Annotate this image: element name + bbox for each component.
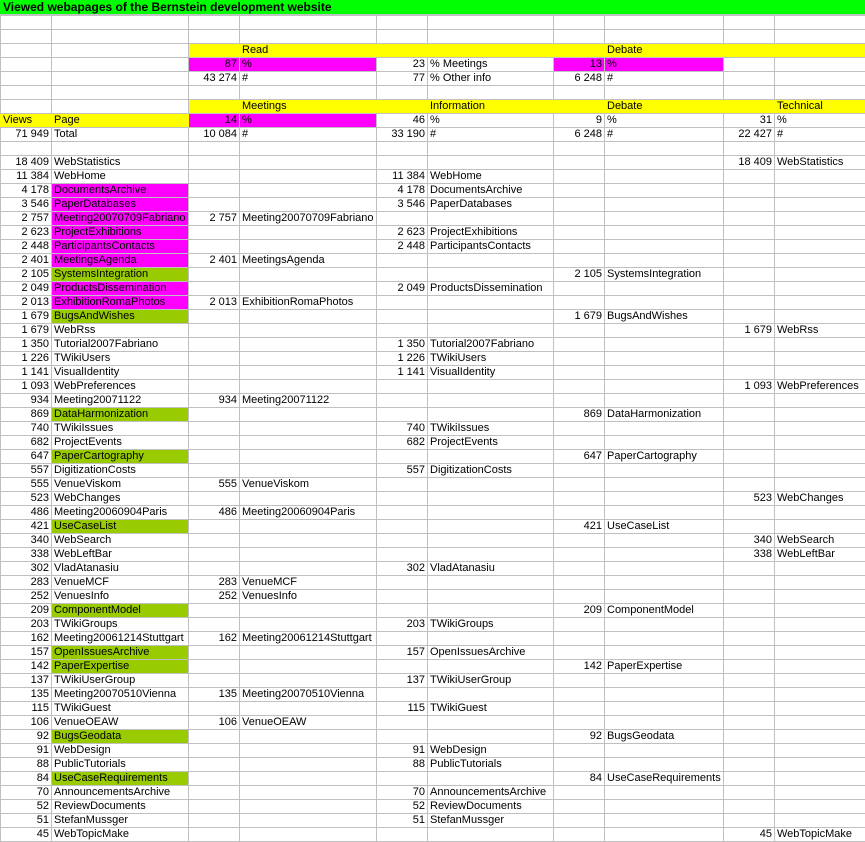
table-row xyxy=(1,464,865,478)
page-cell[interactable]: DigitizationCosts xyxy=(52,464,189,478)
table-row xyxy=(1,240,865,254)
views-cell[interactable]: 115 xyxy=(1,702,52,716)
information-page-cell[interactable]: AnnouncementsArchive xyxy=(428,786,554,800)
information-views-cell[interactable]: 302 xyxy=(377,562,428,576)
information-views-cell[interactable]: 2 623 xyxy=(377,226,428,240)
information-page-cell[interactable]: OpenIssuesArchive xyxy=(428,646,554,660)
information-views-cell[interactable]: 88 xyxy=(377,758,428,772)
technical-views-cell[interactable]: 45 xyxy=(724,828,775,842)
technical-views-cell[interactable]: 340 xyxy=(724,534,775,548)
category-header-row xyxy=(1,100,865,114)
technical-page-cell[interactable]: WebPreferences xyxy=(775,380,865,394)
page-cell[interactable]: OpenIssuesArchive xyxy=(52,646,189,660)
page-cell[interactable]: TWikiUsers xyxy=(52,352,189,366)
page-cell[interactable]: PaperDatabases xyxy=(52,198,189,212)
page-cell[interactable]: WebHome xyxy=(52,170,189,184)
page-cell[interactable]: VisualIdentity xyxy=(52,366,189,380)
views-cell[interactable]: 70 xyxy=(1,786,52,800)
views-cell[interactable]: 2 623 xyxy=(1,226,52,240)
information-page-cell[interactable]: WebHome xyxy=(428,170,554,184)
table-row xyxy=(1,436,865,450)
table-row xyxy=(1,548,865,562)
views-cell[interactable]: 2 049 xyxy=(1,282,52,296)
empty-row xyxy=(1,16,865,30)
views-cell[interactable]: 1 679 xyxy=(1,324,52,338)
page-cell[interactable]: Meeting20071122 xyxy=(52,394,189,408)
debate-page-cell[interactable]: DataHarmonization xyxy=(605,408,724,422)
information-pct[interactable]: 46 xyxy=(377,114,428,128)
views-cell[interactable]: 1 093 xyxy=(1,380,52,394)
page-cell[interactable]: Meeting20061214Stuttgart xyxy=(52,632,189,646)
table-row xyxy=(1,212,865,226)
views-cell[interactable]: 2 448 xyxy=(1,240,52,254)
meetings-views-cell[interactable]: 486 xyxy=(189,506,240,520)
debate-views-cell[interactable]: 142 xyxy=(554,660,605,674)
table-row xyxy=(1,814,865,828)
views-cell[interactable]: 106 xyxy=(1,716,52,730)
views-cell[interactable]: 283 xyxy=(1,576,52,590)
information-page-cell[interactable]: PaperDatabases xyxy=(428,198,554,212)
information-views-cell[interactable]: 137 xyxy=(377,674,428,688)
views-cell[interactable]: 45 xyxy=(1,828,52,842)
meetings-page-cell[interactable]: VenueViskom xyxy=(240,478,377,492)
information-page-cell[interactable]: TWikiUsers xyxy=(428,352,554,366)
spreadsheet-grid xyxy=(0,15,865,842)
page-cell[interactable]: WebChanges xyxy=(52,492,189,506)
total-row: 71 949 Total 10 084 # 33 190 # 6 248 # 22 427 # xyxy=(1,128,865,142)
debate-summary-header[interactable]: Debate xyxy=(605,44,724,58)
table-row xyxy=(1,590,865,604)
table-row xyxy=(1,758,865,772)
information-views-cell[interactable]: 52 xyxy=(377,800,428,814)
views-cell[interactable]: 52 xyxy=(1,800,52,814)
information-views-cell[interactable]: 11 384 xyxy=(377,170,428,184)
debate-pct[interactable]: 13 xyxy=(554,58,605,72)
table-row xyxy=(1,744,865,758)
table-row xyxy=(1,226,865,240)
views-header[interactable]: Views xyxy=(1,114,52,128)
technical-views-cell[interactable]: 523 xyxy=(724,492,775,506)
meetings-views-cell[interactable]: 135 xyxy=(189,688,240,702)
information-page-cell[interactable]: ProjectExhibitions xyxy=(428,226,554,240)
page-cell[interactable]: WebSearch xyxy=(52,534,189,548)
table-row xyxy=(1,632,865,646)
page-cell[interactable]: Tutorial2007Fabriano xyxy=(52,338,189,352)
technical-page-cell[interactable]: WebChanges xyxy=(775,492,865,506)
views-cell[interactable]: 338 xyxy=(1,548,52,562)
debate-views-cell[interactable]: 1 679 xyxy=(554,310,605,324)
table-row xyxy=(1,254,865,268)
table-row xyxy=(1,674,865,688)
debate-page-cell[interactable]: PaperCartography xyxy=(605,450,724,464)
technical-page-cell[interactable]: WebLeftBar xyxy=(775,548,865,562)
empty-row xyxy=(1,30,865,44)
views-cell[interactable]: 2 401 xyxy=(1,254,52,268)
views-cell[interactable]: 934 xyxy=(1,394,52,408)
page-cell[interactable]: VenueOEAW xyxy=(52,716,189,730)
page-cell[interactable]: ParticipantsContacts xyxy=(52,240,189,254)
information-views-cell[interactable]: 4 178 xyxy=(377,184,428,198)
page-cell[interactable]: VenueMCF xyxy=(52,576,189,590)
table-row xyxy=(1,380,865,394)
information-views-cell[interactable]: 157 xyxy=(377,646,428,660)
page-cell[interactable]: ProjectEvents xyxy=(52,436,189,450)
meetings-page-cell[interactable]: Meeting20070709Fabriano xyxy=(240,212,377,226)
read-count[interactable]: 43 274 xyxy=(189,72,240,86)
page-cell[interactable]: TWikiGuest xyxy=(52,702,189,716)
table-row xyxy=(1,450,865,464)
information-views-cell[interactable]: 70 xyxy=(377,786,428,800)
debate-views-cell[interactable]: 84 xyxy=(554,772,605,786)
table-row xyxy=(1,198,865,212)
technical-views-cell[interactable]: 338 xyxy=(724,548,775,562)
page-cell[interactable]: WebPreferences xyxy=(52,380,189,394)
meetings-share[interactable]: 23 xyxy=(377,58,428,72)
debate-pct-cat[interactable]: 9 xyxy=(554,114,605,128)
meetings-pct[interactable]: 14 xyxy=(189,114,240,128)
empty-row xyxy=(1,86,865,100)
information-page-cell[interactable]: VisualIdentity xyxy=(428,366,554,380)
debate-views-cell[interactable]: 869 xyxy=(554,408,605,422)
technical-page-cell[interactable]: WebRss xyxy=(775,324,865,338)
information-views-cell[interactable]: 115 xyxy=(377,702,428,716)
views-cell[interactable]: 18 409 xyxy=(1,156,52,170)
views-cell[interactable]: 523 xyxy=(1,492,52,506)
views-cell[interactable]: 869 xyxy=(1,408,52,422)
information-page-cell[interactable]: PublicTutorials xyxy=(428,758,554,772)
views-cell[interactable]: 137 xyxy=(1,674,52,688)
sheet-title: Viewed webapages of the Bernstein development website xyxy=(0,0,865,15)
page-cell[interactable]: PublicTutorials xyxy=(52,758,189,772)
views-cell[interactable]: 4 178 xyxy=(1,184,52,198)
page-cell[interactable]: PaperCartography xyxy=(52,450,189,464)
meetings-views-cell[interactable]: 162 xyxy=(189,632,240,646)
table-row xyxy=(1,716,865,730)
views-cell[interactable]: 340 xyxy=(1,534,52,548)
views-cell[interactable]: 647 xyxy=(1,450,52,464)
page-cell[interactable]: WebTopicMake xyxy=(52,828,189,842)
debate-page-cell[interactable]: UseCaseRequirements xyxy=(605,772,724,786)
page-cell[interactable]: SystemsIntegration xyxy=(52,268,189,282)
page-cell[interactable]: ComponentModel xyxy=(52,604,189,618)
debate-page-cell[interactable]: ComponentModel xyxy=(605,604,724,618)
information-views-cell[interactable]: 2 049 xyxy=(377,282,428,296)
page-cell[interactable]: ProjectExhibitions xyxy=(52,226,189,240)
information-views-cell[interactable]: 203 xyxy=(377,618,428,632)
meetings-views-cell[interactable]: 2 401 xyxy=(189,254,240,268)
page-cell[interactable]: BugsAndWishes xyxy=(52,310,189,324)
information-views-cell[interactable]: 3 546 xyxy=(377,198,428,212)
views-cell[interactable]: 51 xyxy=(1,814,52,828)
page-cell[interactable]: TWikiGroups xyxy=(52,618,189,632)
technical-header[interactable]: Technical xyxy=(775,100,865,114)
table-row xyxy=(1,268,865,282)
views-cell[interactable]: 557 xyxy=(1,464,52,478)
table-row xyxy=(1,702,865,716)
debate-views-cell[interactable]: 209 xyxy=(554,604,605,618)
information-views-cell[interactable]: 682 xyxy=(377,436,428,450)
information-page-cell[interactable]: TWikiIssues xyxy=(428,422,554,436)
table-row xyxy=(1,646,865,660)
meetings-views-cell[interactable]: 2 013 xyxy=(189,296,240,310)
meetings-page-cell[interactable]: Meeting20061214Stuttgart xyxy=(240,632,377,646)
meetings-page-cell[interactable]: Meeting20071122 xyxy=(240,394,377,408)
page-cell[interactable]: WebLeftBar xyxy=(52,548,189,562)
information-page-cell[interactable]: ReviewDocuments xyxy=(428,800,554,814)
views-cell[interactable]: 421 xyxy=(1,520,52,534)
summary-header-row xyxy=(1,44,865,58)
views-cell[interactable]: 1 679 xyxy=(1,310,52,324)
views-cell[interactable]: 157 xyxy=(1,646,52,660)
views-cell[interactable]: 486 xyxy=(1,506,52,520)
information-views-cell[interactable]: 2 448 xyxy=(377,240,428,254)
page-header[interactable]: Page xyxy=(52,114,189,128)
meetings-count[interactable]: 10 084 xyxy=(189,128,240,142)
table-row xyxy=(1,800,865,814)
meetings-page-cell[interactable]: VenuesInfo xyxy=(240,590,377,604)
debate-count-cat[interactable]: 6 248 xyxy=(554,128,605,142)
summary-count-row: 43 274 # 77 % Other info 6 248 # xyxy=(1,72,865,86)
page-cell[interactable]: UseCaseRequirements xyxy=(52,772,189,786)
information-page-cell[interactable]: TWikiUserGroup xyxy=(428,674,554,688)
information-header[interactable]: Information xyxy=(428,100,554,114)
meetings-page-cell[interactable]: ExhibitionRomaPhotos xyxy=(240,296,377,310)
information-page-cell[interactable]: ParticipantsContacts xyxy=(428,240,554,254)
column-header-row: Views Page 14 % 46 % 9 % 31 % xyxy=(1,114,865,128)
meetings-views-cell[interactable]: 2 757 xyxy=(189,212,240,226)
table-row xyxy=(1,520,865,534)
table-row xyxy=(1,786,865,800)
technical-count[interactable]: 22 427 xyxy=(724,128,775,142)
views-cell[interactable]: 2 013 xyxy=(1,296,52,310)
meetings-views-cell[interactable]: 252 xyxy=(189,590,240,604)
page-cell[interactable]: ProductsDissemination xyxy=(52,282,189,296)
table-row xyxy=(1,366,865,380)
information-views-cell[interactable]: 1 350 xyxy=(377,338,428,352)
views-cell[interactable]: 84 xyxy=(1,772,52,786)
technical-page-cell[interactable]: WebStatistics xyxy=(775,156,865,170)
information-page-cell[interactable]: StefanMussger xyxy=(428,814,554,828)
debate-views-cell[interactable]: 421 xyxy=(554,520,605,534)
views-cell[interactable]: 3 546 xyxy=(1,198,52,212)
table-row xyxy=(1,492,865,506)
views-cell[interactable]: 740 xyxy=(1,422,52,436)
meetings-header[interactable]: Meetings xyxy=(240,100,377,114)
information-page-cell[interactable]: DocumentsArchive xyxy=(428,184,554,198)
table-row xyxy=(1,408,865,422)
information-views-cell[interactable]: 1 226 xyxy=(377,352,428,366)
table-row xyxy=(1,310,865,324)
views-cell[interactable]: 1 350 xyxy=(1,338,52,352)
table-row xyxy=(1,170,865,184)
page-cell[interactable]: WebRss xyxy=(52,324,189,338)
summary-pct-row: 87 % 23 % Meetings 13 % xyxy=(1,58,865,72)
views-cell[interactable]: 162 xyxy=(1,632,52,646)
page-cell[interactable]: WebDesign xyxy=(52,744,189,758)
table-row xyxy=(1,534,865,548)
page-cell[interactable]: DocumentsArchive xyxy=(52,184,189,198)
debate-page-cell[interactable]: UseCaseList xyxy=(605,520,724,534)
views-cell[interactable]: 92 xyxy=(1,730,52,744)
views-cell[interactable]: 682 xyxy=(1,436,52,450)
views-cell[interactable]: 2 757 xyxy=(1,212,52,226)
technical-page-cell[interactable]: WebTopicMake xyxy=(775,828,865,842)
page-cell[interactable]: BugsGeodata xyxy=(52,730,189,744)
information-page-cell[interactable]: VladAtanasiu xyxy=(428,562,554,576)
information-views-cell[interactable]: 557 xyxy=(377,464,428,478)
table-row xyxy=(1,352,865,366)
meetings-views-cell[interactable]: 106 xyxy=(189,716,240,730)
meetings-page-cell[interactable]: Meeting20060904Paris xyxy=(240,506,377,520)
views-cell[interactable]: 209 xyxy=(1,604,52,618)
views-cell[interactable]: 88 xyxy=(1,758,52,772)
debate-page-cell[interactable]: SystemsIntegration xyxy=(605,268,724,282)
table-row xyxy=(1,604,865,618)
table-row xyxy=(1,688,865,702)
meetings-views-cell[interactable]: 934 xyxy=(189,394,240,408)
meetings-page-cell[interactable]: VenueOEAW xyxy=(240,716,377,730)
table-row xyxy=(1,156,865,170)
meetings-views-cell[interactable]: 283 xyxy=(189,576,240,590)
page-cell[interactable]: VenuesInfo xyxy=(52,590,189,604)
table-row xyxy=(1,296,865,310)
total-views[interactable]: 71 949 xyxy=(1,128,52,142)
debate-header[interactable]: Debate xyxy=(605,100,724,114)
views-cell[interactable]: 91 xyxy=(1,744,52,758)
debate-page-cell[interactable]: PaperExpertise xyxy=(605,660,724,674)
meetings-page-cell[interactable]: VenueMCF xyxy=(240,576,377,590)
page-cell[interactable]: Meeting20070510Vienna xyxy=(52,688,189,702)
information-page-cell[interactable]: TWikiGuest xyxy=(428,702,554,716)
information-views-cell[interactable]: 1 141 xyxy=(377,366,428,380)
page-cell[interactable]: StefanMussger xyxy=(52,814,189,828)
information-count[interactable]: 33 190 xyxy=(377,128,428,142)
information-views-cell[interactable]: 740 xyxy=(377,422,428,436)
page-cell[interactable]: Meeting20070709Fabriano xyxy=(52,212,189,226)
meetings-page-cell[interactable]: MeetingsAgenda xyxy=(240,254,377,268)
table-row xyxy=(1,828,865,842)
debate-views-cell[interactable]: 647 xyxy=(554,450,605,464)
table-row xyxy=(1,282,865,296)
page-cell[interactable]: TWikiUserGroup xyxy=(52,674,189,688)
views-cell[interactable]: 142 xyxy=(1,660,52,674)
table-row xyxy=(1,506,865,520)
information-views-cell[interactable]: 91 xyxy=(377,744,428,758)
read-pct[interactable]: 87 xyxy=(189,58,240,72)
debate-page-cell[interactable]: BugsGeodata xyxy=(605,730,724,744)
views-cell[interactable]: 1 226 xyxy=(1,352,52,366)
information-page-cell[interactable]: TWikiGroups xyxy=(428,618,554,632)
page-cell[interactable]: Meeting20060904Paris xyxy=(52,506,189,520)
technical-views-cell[interactable]: 1 093 xyxy=(724,380,775,394)
views-cell[interactable]: 1 141 xyxy=(1,366,52,380)
page-cell[interactable]: AnnouncementsArchive xyxy=(52,786,189,800)
views-cell[interactable]: 203 xyxy=(1,618,52,632)
technical-page-cell[interactable]: WebSearch xyxy=(775,534,865,548)
meetings-page-cell[interactable]: Meeting20070510Vienna xyxy=(240,688,377,702)
information-page-cell[interactable]: ProductsDissemination xyxy=(428,282,554,296)
debate-views-cell[interactable]: 2 105 xyxy=(554,268,605,282)
table-row xyxy=(1,338,865,352)
other-share[interactable]: 77 xyxy=(377,72,428,86)
table-row xyxy=(1,422,865,436)
page-cell[interactable]: VladAtanasiu xyxy=(52,562,189,576)
empty-row xyxy=(1,142,865,156)
table-row xyxy=(1,660,865,674)
page-cell[interactable]: MeetingsAgenda xyxy=(52,254,189,268)
table-row xyxy=(1,730,865,744)
table-row xyxy=(1,562,865,576)
page-cell[interactable]: ReviewDocuments xyxy=(52,800,189,814)
technical-views-cell[interactable]: 1 679 xyxy=(724,324,775,338)
table-row xyxy=(1,184,865,198)
information-page-cell[interactable]: Tutorial2007Fabriano xyxy=(428,338,554,352)
meetings-views-cell[interactable]: 555 xyxy=(189,478,240,492)
technical-views-cell[interactable]: 18 409 xyxy=(724,156,775,170)
table-row xyxy=(1,394,865,408)
read-header[interactable]: Read xyxy=(240,44,377,58)
information-page-cell[interactable]: ProjectEvents xyxy=(428,436,554,450)
information-page-cell[interactable]: WebDesign xyxy=(428,744,554,758)
page-cell[interactable]: VenueViskom xyxy=(52,478,189,492)
debate-count[interactable]: 6 248 xyxy=(554,72,605,86)
page-cell[interactable]: WebStatistics xyxy=(52,156,189,170)
page-cell[interactable]: UseCaseList xyxy=(52,520,189,534)
page-cell[interactable]: PaperExpertise xyxy=(52,660,189,674)
views-cell[interactable]: 135 xyxy=(1,688,52,702)
table-row xyxy=(1,478,865,492)
technical-pct[interactable]: 31 xyxy=(724,114,775,128)
table-row xyxy=(1,324,865,338)
information-views-cell[interactable]: 51 xyxy=(377,814,428,828)
views-cell[interactable]: 555 xyxy=(1,478,52,492)
views-cell[interactable]: 302 xyxy=(1,562,52,576)
page-cell[interactable]: ExhibitionRomaPhotos xyxy=(52,296,189,310)
table-row xyxy=(1,618,865,632)
page-cell[interactable]: DataHarmonization xyxy=(52,408,189,422)
views-cell[interactable]: 2 105 xyxy=(1,268,52,282)
page-cell[interactable]: TWikiIssues xyxy=(52,422,189,436)
debate-page-cell[interactable]: BugsAndWishes xyxy=(605,310,724,324)
information-page-cell[interactable]: DigitizationCosts xyxy=(428,464,554,478)
views-cell[interactable]: 252 xyxy=(1,590,52,604)
views-cell[interactable]: 11 384 xyxy=(1,170,52,184)
table-row xyxy=(1,576,865,590)
debate-views-cell[interactable]: 92 xyxy=(554,730,605,744)
table-row xyxy=(1,772,865,786)
